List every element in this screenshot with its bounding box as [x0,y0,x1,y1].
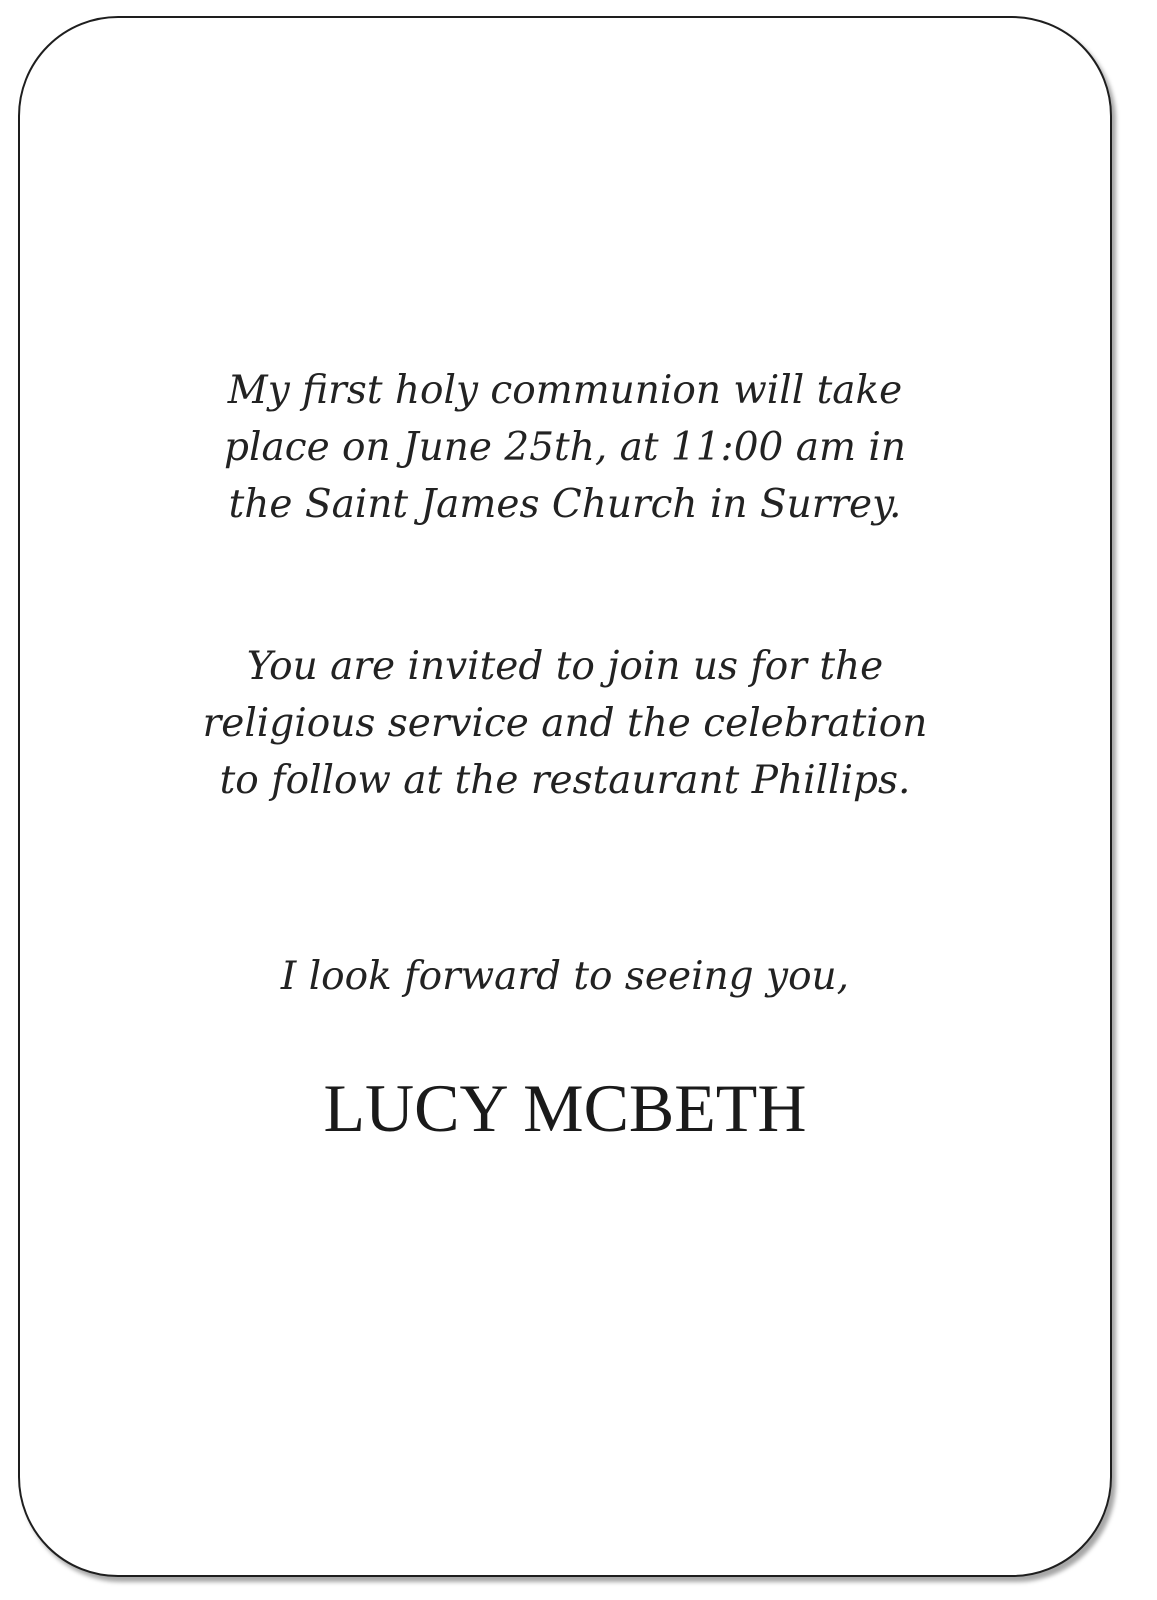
paragraph-line: the Saint James Church in Surrey. [228,482,902,527]
host-name: LUCY MCBETH [323,1070,807,1146]
paragraph-line: religious service and the celebration [202,701,928,746]
paragraph-line: to follow at the restaurant Phillips. [219,758,911,803]
paragraph-line: place on June 25th, at 11:00 am in [224,425,906,470]
paragraph-line: My first holy communion will take [227,368,903,413]
paragraph-line: You are invited to join us for the [246,644,884,689]
invitation-paragraph [0,638,1130,809]
closing-line: I look forward to seeing you, [280,954,850,999]
communion-details-paragraph [0,362,1130,533]
